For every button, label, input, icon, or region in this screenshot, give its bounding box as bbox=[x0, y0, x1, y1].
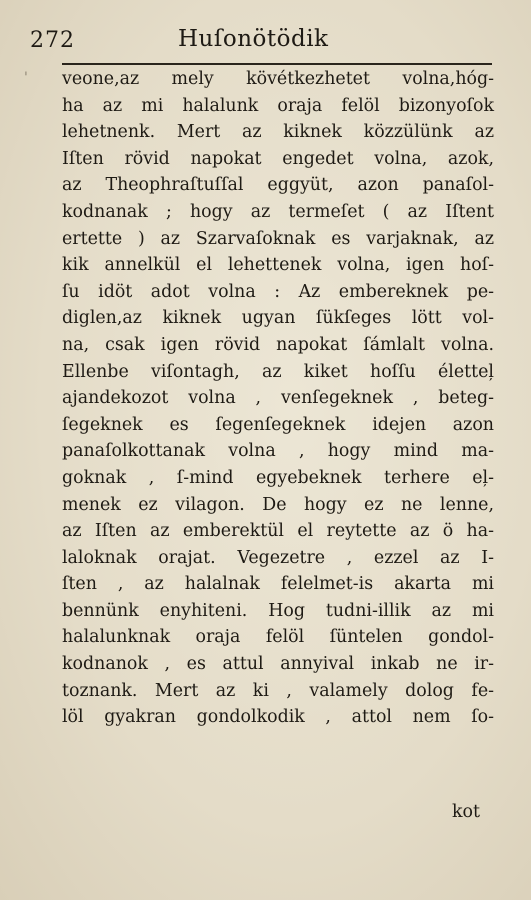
text-line: na, csak igen rövid napokat ſámlalt volna. bbox=[62, 334, 494, 355]
text-line: ertette ) az Szarvaſoknak es varjaknak, az bbox=[62, 228, 494, 249]
text-line: halalunknak oraja felöl ſüntelen gondol- bbox=[62, 627, 494, 648]
text-line: löl gyakran gondolkodik , attol nem ſo- bbox=[62, 707, 494, 728]
text-line: ſu idöt adot volna : Az embereknek pe- bbox=[62, 281, 494, 302]
text-line: laloknak orajat. Vegezetre , ezzel az I- bbox=[62, 547, 494, 568]
text-line: kodnanok , es attul annyival inkab ne ir- bbox=[62, 654, 494, 675]
running-head: Huſonötödik bbox=[178, 26, 329, 52]
text-line: goknak , ſ-mind egyebeknek terhere eļ- bbox=[62, 467, 494, 488]
text-line: kodnanak ; hogy az termeſet ( az Iſtent bbox=[62, 201, 494, 222]
text-line: diglen,az kiknek ugyan ſükſeges lött vol- bbox=[62, 308, 494, 329]
text-line: Ellenbe viſontagh, az kiket hoſſu életteļ bbox=[62, 361, 494, 382]
text-line: ajandekozot volna , venſegeknek , beteg- bbox=[62, 388, 494, 409]
text-line: ſten , az halalnak felelmet-is akarta mi bbox=[62, 574, 494, 595]
text-line: Iſten rövid napokat engedet volna, azok, bbox=[62, 148, 494, 169]
text-line: menek ez vilagon. De hogy ez ne lenne, bbox=[62, 494, 494, 515]
text-line: az Iſten az emberektül el reytette az ö ha- bbox=[62, 521, 494, 542]
text-line: lehetnenk. Mert az kiknek közzülünk az bbox=[62, 122, 494, 143]
body-text bbox=[62, 66, 494, 731]
text-line: toznank. Mert az ki , valamely dolog fe- bbox=[62, 680, 494, 701]
text-line: ha az mi halalunk oraja felöl bizonyoſok bbox=[62, 95, 494, 116]
header-rule bbox=[62, 63, 492, 65]
text-line: ſegeknek es ſegenſegeknek idejen azon bbox=[62, 414, 494, 435]
text-line: veone,az mely kövétkezhetet volna,hóg- bbox=[62, 69, 494, 89]
margin-mark: ' bbox=[24, 70, 28, 86]
text-line: bennünk enyhiteni. Hog tudni-illik az mi bbox=[62, 600, 494, 621]
page-number: 272 bbox=[30, 28, 75, 53]
catchword: kot bbox=[452, 802, 480, 822]
text-line: kik annelkül el lehettenek volna, igen hoſ- bbox=[62, 255, 494, 276]
text-line: az Theophraſtuſſal eggyüt, azon panaſol- bbox=[62, 175, 494, 196]
text-line: panaſolkottanak volna , hogy mind ma- bbox=[62, 441, 494, 462]
